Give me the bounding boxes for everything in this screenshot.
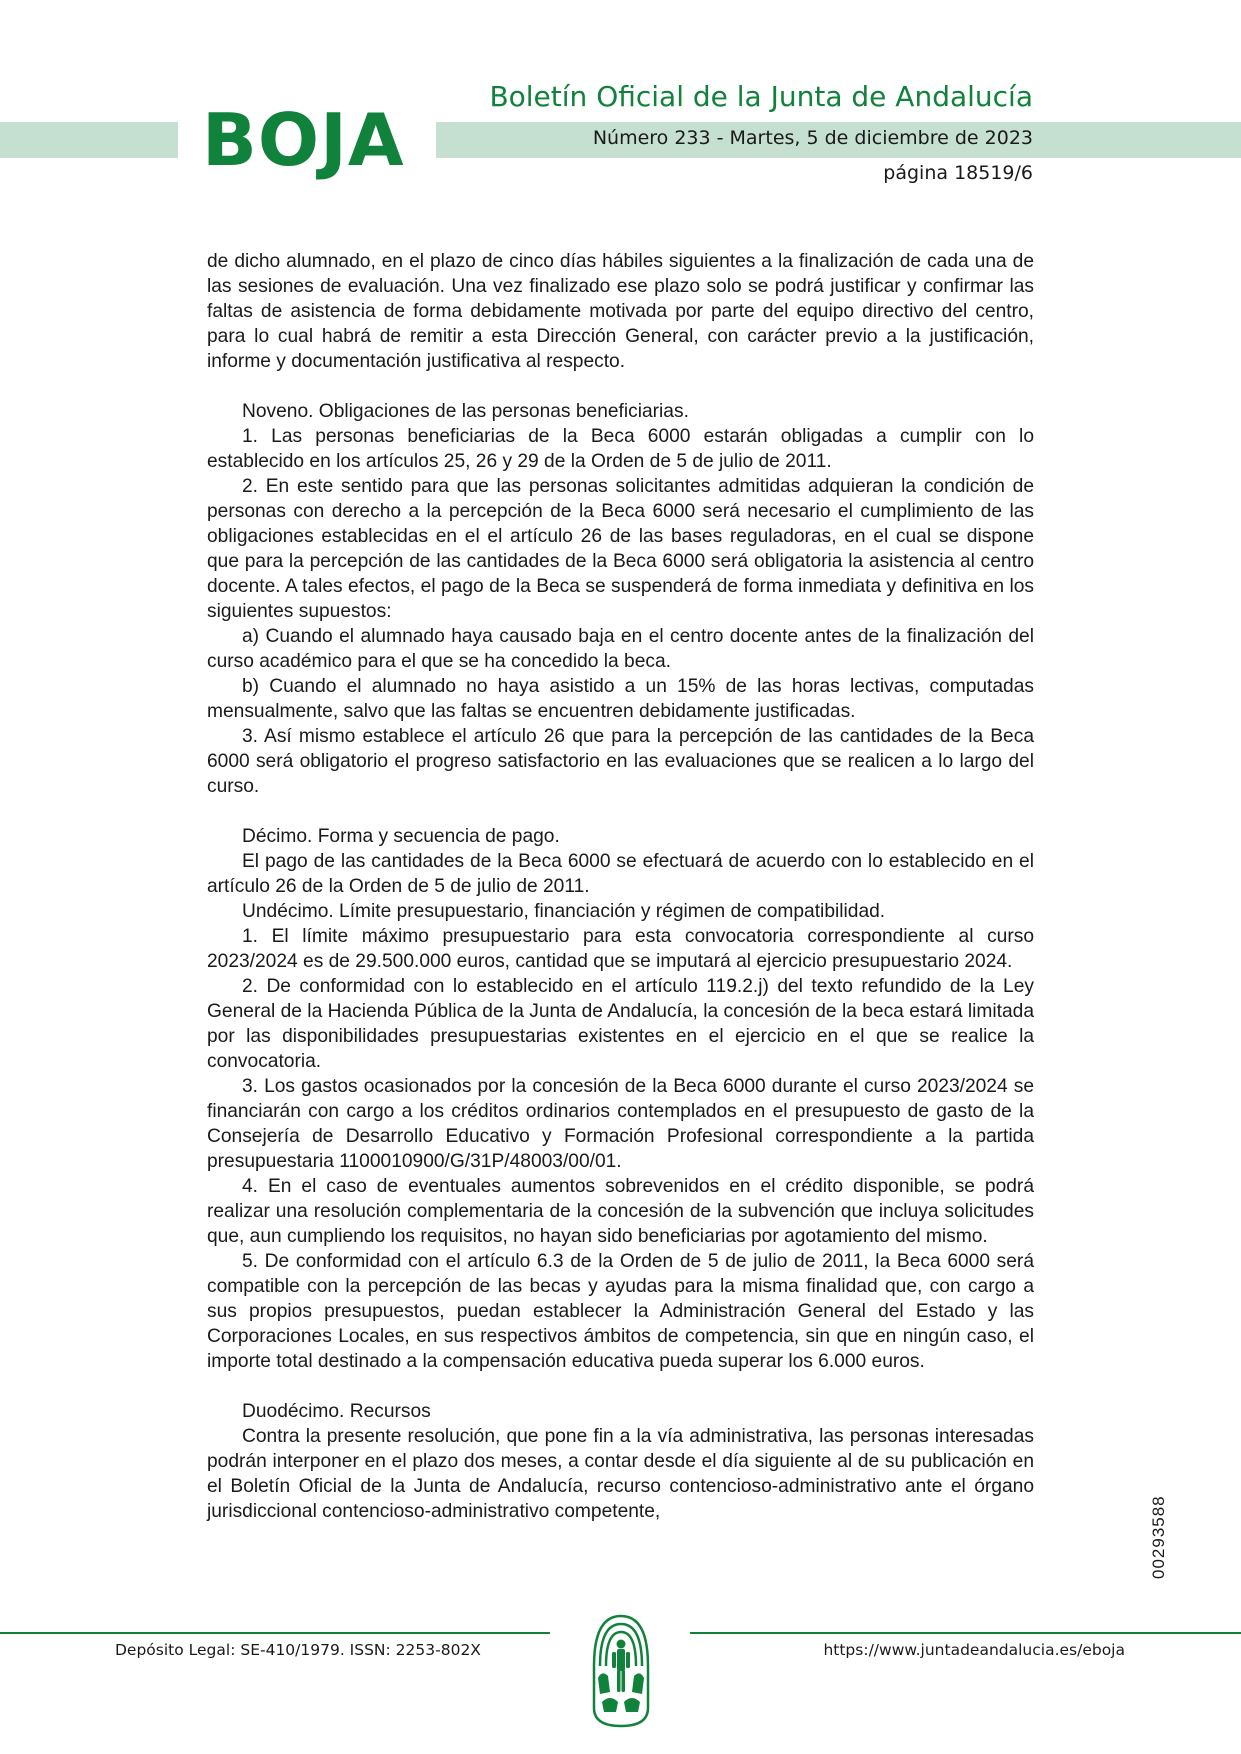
paragraph: b) Cuando el alumnado no haya asistido a un 15% de las horas lectivas, computadas mensualmente, salvo que las faltas se encuentren debidamente justificadas. (207, 676, 1034, 722)
paragraph: 2. En este sentido para que las personas solicitantes admitidas adquieran la condición de personas con derecho a la percepción de la Beca 6000 será necesario el cumplimiento de las obligaciones establecidas en el el artículo 26 de las bases reguladoras, en el cual se dispone que para la percepción de las cantidades de la Beca 6000 será obligatoria la asistencia al centro docente. A tales efectos, el pago de la Beca se suspenderá de forma inmediata y definitiva en los siguientes supuestos: (207, 476, 1034, 622)
bulletin-title: Boletín Oficial de la Junta de Andalucía (489, 80, 1033, 113)
section-heading: Duodécimo. Recursos (242, 1401, 431, 1422)
paragraph: 4. En el caso de eventuales aumentos sobrevenidos en el crédito disponible, se podrá realizar una resolución complementaria de la concesión de la subvención que incluya solicitudes que, aun cumpliendo los requisitos, no hayan sido beneficiarias por agotamiento del mismo. (207, 1176, 1034, 1247)
boja-logo: BOJA (202, 98, 405, 182)
junta-andalucia-shield-icon (588, 1608, 654, 1730)
paragraph: El pago de las cantidades de la Beca 6000 se efectuará de acuerdo con lo establecido en el artículo 26 de la Orden de 5 de julio de 2011. (207, 851, 1034, 897)
issue-number: Número 233 - Martes, 5 de diciembre de 2023 (592, 127, 1033, 149)
paragraph: a) Cuando el alumnado haya causado baja en el centro docente antes de la finalización del curso académico para el que se ha concedido la beca. (207, 626, 1034, 672)
paragraph: 1. El límite máximo presupuestario para esta convocatoria correspondiente al curso 2023/2024 es de 29.500.000 euros, cantidad que se imputará al ejercicio presupuestario 2024. (207, 926, 1034, 972)
paragraph: 3. Así mismo establece el artículo 26 que para la percepción de las cantidades de la Beca 6000 será obligatorio el progreso satisfactorio en las evaluaciones que se realicen a lo largo del curso. (207, 726, 1034, 797)
document-code: 00293588 (1149, 1495, 1168, 1579)
document-body (207, 249, 1034, 1524)
header-band-left (0, 122, 178, 158)
section-heading: Undécimo. Límite presupuestario, financiación y régimen de compatibilidad. (242, 901, 886, 922)
footer-divider-right (690, 1632, 1241, 1634)
paragraph: 3. Los gastos ocasionados por la concesión de la Beca 6000 durante el curso 2023/2024 se financiarán con cargo a los créditos ordinarios contemplados en el presupuesto de gasto de la Consejería de Desarrollo Educativo y Formación Profesional correspondiente a la partida presupuestaria 1100010900/G/31P/48003/00/01. (207, 1076, 1034, 1172)
legal-deposit: Depósito Legal: SE-410/1979. ISSN: 2253-802X (115, 1641, 481, 1659)
page-number: página 18519/6 (883, 162, 1033, 184)
paragraph: 2. De conformidad con lo establecido en el artículo 119.2.j) del texto refundido de la Ley General de la Hacienda Pública de la Junta de Andalucía, la concesión de la beca estará limitada por las disponibilidades presupuestarias existentes en el ejercicio en el que se realice la convocatoria. (207, 976, 1034, 1072)
paragraph: 1. Las personas beneficiarias de la Beca 6000 estarán obligadas a cumplir con lo establecido en los artículos 25, 26 y 29 de la Orden de 5 de julio de 2011. (207, 426, 1034, 472)
footer-divider-left (0, 1632, 550, 1634)
section-heading: Noveno. Obligaciones de las personas beneficiarias. (242, 401, 689, 422)
website-link[interactable]: https://www.juntadeandalucia.es/eboja (823, 1641, 1125, 1659)
paragraph: Contra la presente resolución, que pone fin a la vía administrativa, las personas interesadas podrán interponer en el plazo dos meses, a contar desde el día siguiente al de su publicación en el Boletín Oficial de la Junta de Andalucía, recurso contencioso-administrativo ante el órgano jurisdiccional contencioso-administrativo competente, (207, 1426, 1034, 1522)
paragraph: 5. De conformidad con el artículo 6.3 de la Orden de 5 de julio de 2011, la Beca 6000 será compatible con la percepción de las becas y ayudas para la misma finalidad que, con cargo a sus propios presupuestos, puedan establecer la Administración General del Estado y las Corporaciones Locales, en sus respectivos ámbitos de competencia, sin que en ningún caso, el importe total destinado a la compensación educativa pueda superar los 6.000 euros. (207, 1251, 1034, 1372)
section-heading: Décimo. Forma y secuencia de pago. (242, 826, 560, 847)
paragraph: de dicho alumnado, en el plazo de cinco días hábiles siguientes a la finalización de cada una de las sesiones de evaluación. Una vez finalizado ese plazo solo se podrá justificar y confirmar las faltas de asistencia de forma debidamente motivada por parte del equipo directivo del centro, para lo cual habrá de remitir a esta Dirección General, con carácter previo a la justificación, informe y documentación justificativa al respecto. (207, 251, 1034, 372)
